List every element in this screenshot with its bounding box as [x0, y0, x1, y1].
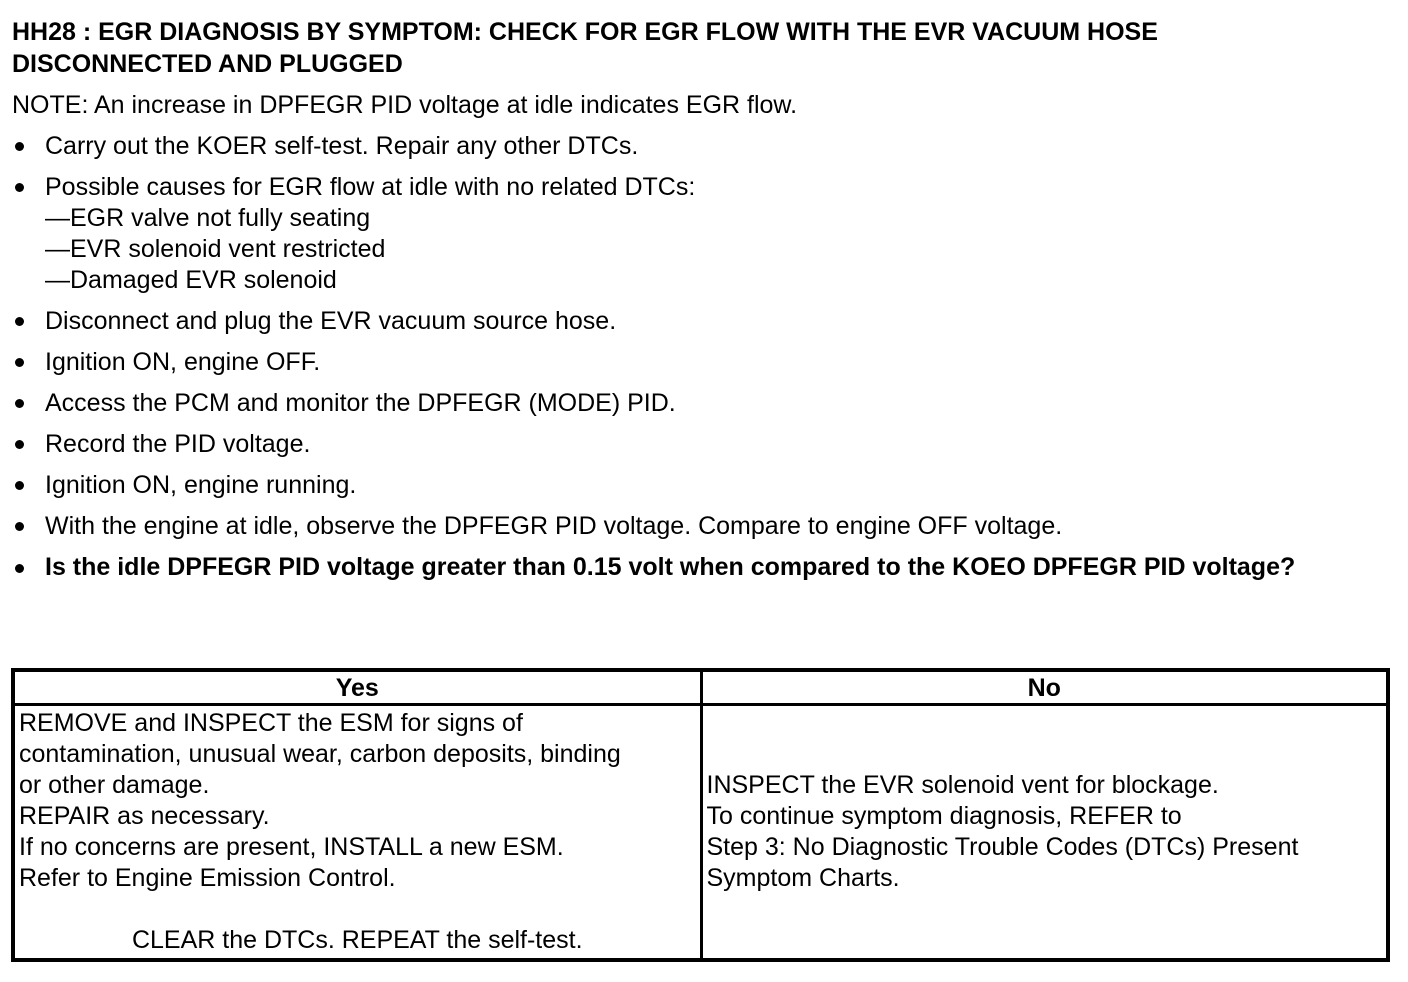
note-text: NOTE: An increase in DPFEGR PID voltage at idle indicates EGR flow.	[12, 91, 798, 119]
procedure-page	[12, 16, 1396, 583]
step-text: With the engine at idle, observe the DPFEGR PID voltage. Compare to engine OFF voltage.	[45, 512, 1063, 540]
cause-item: —EVR solenoid vent restricted	[45, 235, 386, 263]
step-list	[12, 131, 1396, 542]
step-item	[12, 306, 1396, 337]
yes-spacer	[19, 894, 696, 925]
yes-line: REPAIR as necessary.	[19, 802, 270, 830]
bullet-icon	[15, 440, 24, 449]
step-text: Ignition ON, engine running.	[45, 471, 357, 499]
bullet-icon	[15, 142, 24, 151]
cause-item: —Damaged EVR solenoid	[45, 266, 337, 294]
step-text: Disconnect and plug the EVR vacuum source hose.	[45, 307, 617, 335]
yes-final-line: CLEAR the DTCs. REPEAT the self-test.	[131, 926, 583, 954]
bullet-icon	[15, 358, 24, 367]
no-line: INSPECT the EVR solenoid vent for blockage.	[706, 771, 1219, 799]
yes-cell	[13, 705, 701, 961]
step-text: Access the PCM and monitor the DPFEGR (MODE) PID.	[45, 389, 676, 417]
step-item	[12, 470, 1396, 501]
decision-table	[11, 668, 1390, 962]
step-item	[12, 172, 1396, 296]
step-item	[12, 511, 1396, 542]
step-text: Ignition ON, engine OFF.	[45, 348, 321, 376]
page-title: HH28 : EGR DIAGNOSIS BY SYMPTOM: CHECK FOR EGR FLOW WITH THE EVR VACUUM HOSE DISCONNECTED AND PLUGGED	[12, 18, 1158, 78]
no-cell	[701, 705, 1388, 961]
no-line: Step 3: No Diagnostic Trouble Codes (DTCs) Present	[706, 833, 1299, 861]
no-header: No	[701, 670, 1388, 705]
step-text: Carry out the KOER self-test. Repair any other DTCs.	[45, 132, 639, 160]
yes-line: REMOVE and INSPECT the ESM for signs of	[19, 709, 523, 737]
decision-question	[12, 552, 1342, 583]
table-header-row	[13, 670, 1388, 705]
yes-line: If no concerns are present, INSTALL a new ESM.	[19, 833, 564, 861]
step-item	[12, 429, 1396, 460]
bullet-icon	[15, 399, 24, 408]
bullet-icon	[15, 481, 24, 490]
table-row	[13, 705, 1388, 961]
yes-line: Refer to Engine Emission Control.	[19, 864, 396, 892]
step-text: Possible causes for EGR flow at idle with no related DTCs:	[45, 173, 696, 201]
bullet-icon	[15, 317, 24, 326]
bullet-icon	[15, 564, 24, 573]
bullet-icon	[15, 183, 24, 192]
no-line: To continue symptom diagnosis, REFER to	[706, 802, 1182, 830]
no-line: Symptom Charts.	[706, 864, 900, 892]
yes-header: Yes	[13, 670, 701, 705]
step-item	[12, 131, 1396, 162]
cause-item: —EGR valve not fully seating	[45, 204, 371, 232]
yes-line: or other damage.	[19, 771, 210, 799]
bullet-icon	[15, 522, 24, 531]
yes-line: contamination, unusual wear, carbon deposits, binding	[19, 740, 621, 768]
step-item	[12, 388, 1396, 419]
step-item	[12, 347, 1396, 378]
step-text: Record the PID voltage.	[45, 430, 311, 458]
question-text: Is the idle DPFEGR PID voltage greater than 0.15 volt when compared to the KOEO DPFEGR PID voltage?	[45, 553, 1296, 581]
